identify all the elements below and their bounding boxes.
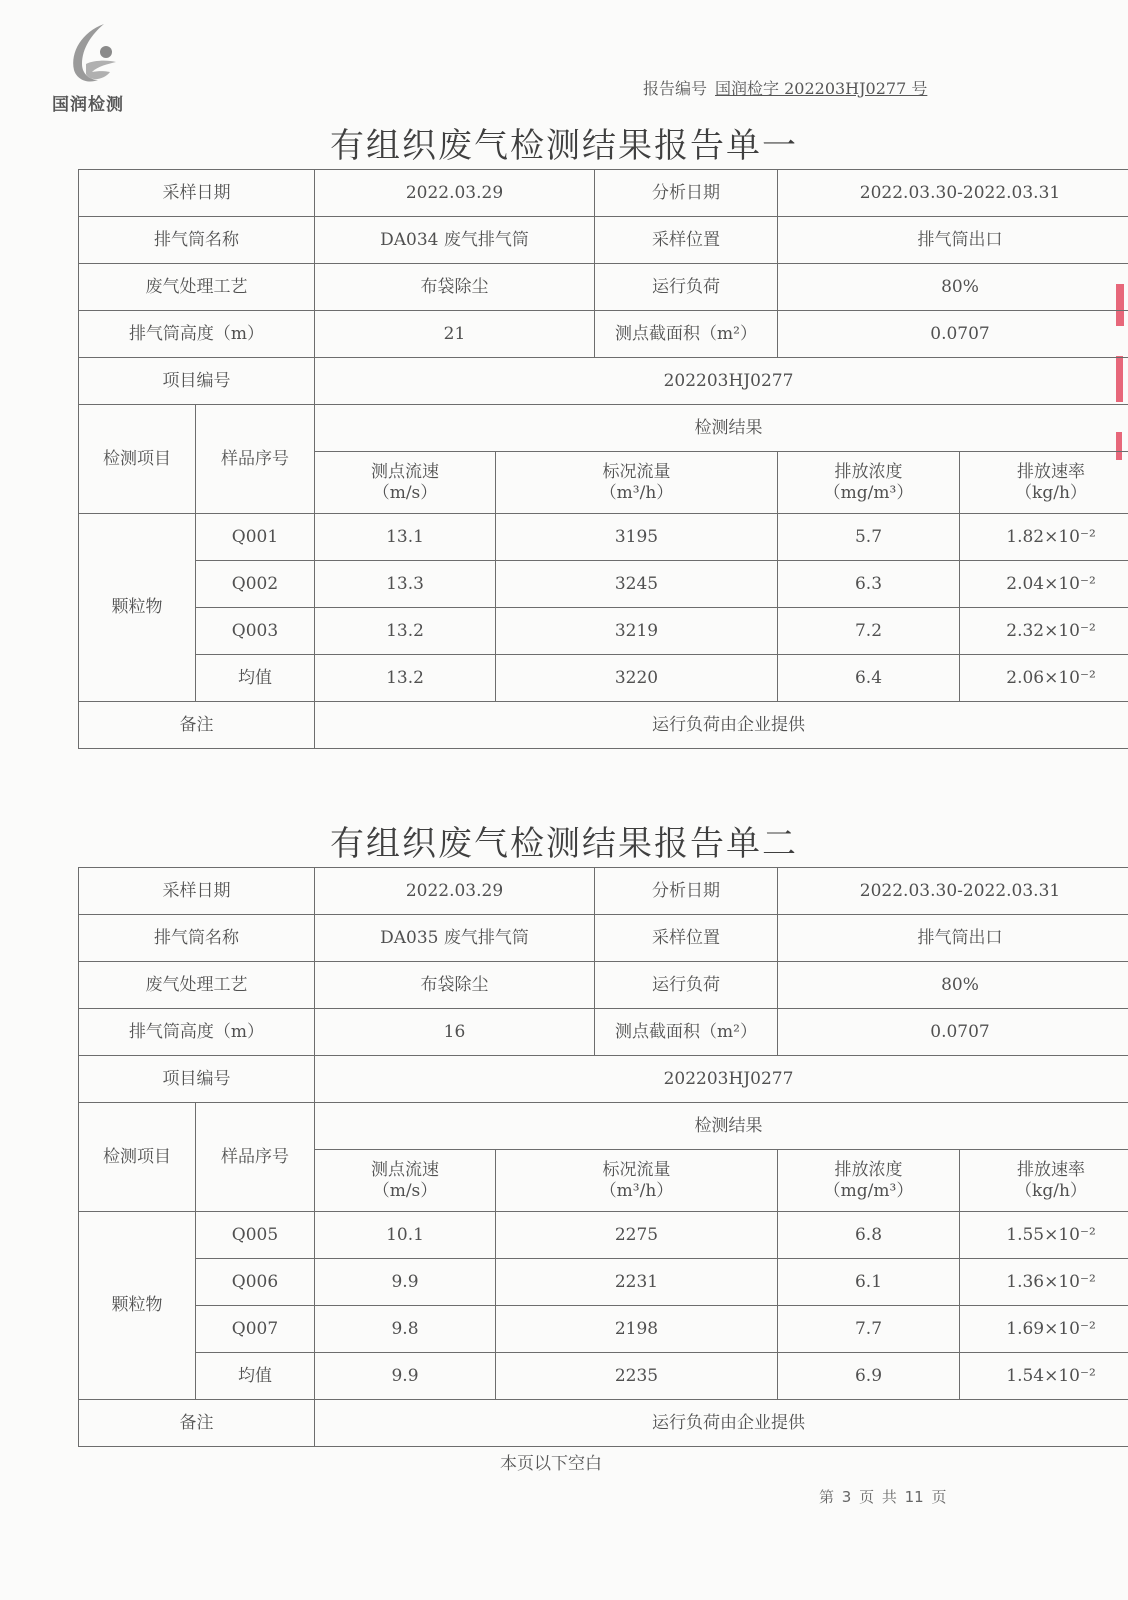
emission-rate: 1.82×10⁻² xyxy=(960,514,1128,561)
table-row xyxy=(79,1400,1128,1447)
sampling-location-label: 采样位置 xyxy=(595,217,778,264)
item-name: 颗粒物 xyxy=(79,514,196,702)
process-label: 废气处理工艺 xyxy=(79,264,315,311)
velocity: 13.2 xyxy=(315,655,496,702)
analysis-date-label: 分析日期 xyxy=(595,868,778,915)
logo-text: 国润检测 xyxy=(52,95,124,115)
load-label: 运行负荷 xyxy=(595,264,778,311)
stack-name: DA034 废气排气筒 xyxy=(315,217,595,264)
table-row xyxy=(79,702,1128,749)
table-row xyxy=(79,962,1128,1009)
concentration: 6.4 xyxy=(778,655,960,702)
table-row xyxy=(79,405,1128,452)
table-row xyxy=(79,217,1128,264)
sample-id: 均值 xyxy=(196,1353,315,1400)
table-row xyxy=(79,1306,1128,1353)
sampling-location: 排气筒出口 xyxy=(778,915,1128,962)
table-row xyxy=(79,1259,1128,1306)
column-unit: （m/s） xyxy=(372,1180,438,1201)
section-area: 0.0707 xyxy=(778,1009,1128,1056)
table-row xyxy=(79,514,1128,561)
table-row xyxy=(79,1056,1128,1103)
process: 布袋除尘 xyxy=(315,264,595,311)
velocity: 13.2 xyxy=(315,608,496,655)
sample-id: Q003 xyxy=(196,608,315,655)
column-unit: （mg/m³） xyxy=(823,482,914,503)
process-label: 废气处理工艺 xyxy=(79,962,315,1009)
velocity-column-header xyxy=(315,1150,496,1212)
stack-name-label: 排气筒名称 xyxy=(79,217,315,264)
sample-id: Q006 xyxy=(196,1259,315,1306)
table-row xyxy=(79,561,1128,608)
flow: 2275 xyxy=(496,1212,778,1259)
table-row xyxy=(79,915,1128,962)
sample-column-header: 样品序号 xyxy=(196,1103,315,1212)
velocity: 10.1 xyxy=(315,1212,496,1259)
sampling-date-label: 采样日期 xyxy=(79,170,315,217)
report-number xyxy=(643,76,927,99)
rate-column-header xyxy=(960,1150,1128,1212)
concentration: 6.8 xyxy=(778,1212,960,1259)
table-row xyxy=(79,1212,1128,1259)
report-title-2: 有组织废气检测结果报告单二 xyxy=(330,824,798,864)
sample-id: Q005 xyxy=(196,1212,315,1259)
sampling-date-label: 采样日期 xyxy=(79,868,315,915)
table-row xyxy=(79,608,1128,655)
column-unit: （m³/h） xyxy=(599,482,674,503)
report-number-label: 报告编号 xyxy=(643,79,708,98)
report-title-1: 有组织废气检测结果报告单一 xyxy=(330,126,798,166)
flow-column-header xyxy=(496,1150,778,1212)
flow: 2231 xyxy=(496,1259,778,1306)
item-column-header: 检测项目 xyxy=(79,1103,196,1212)
column-unit: （m³/h） xyxy=(599,1180,674,1201)
column-unit: （kg/h） xyxy=(1015,1180,1087,1201)
emission-rate: 2.32×10⁻² xyxy=(960,608,1128,655)
analysis-date-label: 分析日期 xyxy=(595,170,778,217)
emission-rate: 1.69×10⁻² xyxy=(960,1306,1128,1353)
column-name: 排放浓度 xyxy=(834,1160,903,1181)
concentration: 6.1 xyxy=(778,1259,960,1306)
load-label: 运行负荷 xyxy=(595,962,778,1009)
concentration: 7.2 xyxy=(778,608,960,655)
remark-label: 备注 xyxy=(79,702,315,749)
sample-id: Q007 xyxy=(196,1306,315,1353)
section-area: 0.0707 xyxy=(778,311,1128,358)
concentration-column-header xyxy=(778,452,960,514)
emission-rate: 1.36×10⁻² xyxy=(960,1259,1128,1306)
remark-label: 备注 xyxy=(79,1400,315,1447)
table-row xyxy=(79,311,1128,358)
column-unit: （m/s） xyxy=(372,482,438,503)
project-no: 202203HJ0277 xyxy=(315,358,1128,405)
column-name: 标况流量 xyxy=(602,1160,671,1181)
results-header: 检测结果 xyxy=(315,1103,1128,1150)
velocity: 9.8 xyxy=(315,1306,496,1353)
column-name: 排放速率 xyxy=(1017,1160,1085,1181)
item-column-header: 检测项目 xyxy=(79,405,196,514)
emission-rate: 1.54×10⁻² xyxy=(960,1353,1128,1400)
load: 80% xyxy=(778,264,1128,311)
emission-rate: 2.06×10⁻² xyxy=(960,655,1128,702)
column-name: 测点流速 xyxy=(371,462,439,483)
project-no: 202203HJ0277 xyxy=(315,1056,1128,1103)
sample-id: 均值 xyxy=(196,655,315,702)
flow: 3245 xyxy=(496,561,778,608)
stack-height: 16 xyxy=(315,1009,595,1056)
table-row xyxy=(79,655,1128,702)
remark: 运行负荷由企业提供 xyxy=(315,702,1128,749)
column-name: 排放速率 xyxy=(1017,462,1085,483)
stack-height-label: 排气筒高度（m） xyxy=(79,1009,315,1056)
item-name: 颗粒物 xyxy=(79,1212,196,1400)
concentration: 6.3 xyxy=(778,561,960,608)
table-row xyxy=(79,1009,1128,1056)
table-row xyxy=(79,1353,1128,1400)
velocity: 13.1 xyxy=(315,514,496,561)
sampling-date: 2022.03.29 xyxy=(315,170,595,217)
remark: 运行负荷由企业提供 xyxy=(315,1400,1128,1447)
table-row xyxy=(79,1103,1128,1150)
sample-column-header: 样品序号 xyxy=(196,405,315,514)
emission-rate: 2.04×10⁻² xyxy=(960,561,1128,608)
column-name: 测点流速 xyxy=(371,1160,439,1181)
flow: 2235 xyxy=(496,1353,778,1400)
logo-mark-icon xyxy=(64,22,124,84)
company-logo xyxy=(50,22,140,114)
stack-height-label: 排气筒高度（m） xyxy=(79,311,315,358)
flow-column-header xyxy=(496,452,778,514)
column-unit: （mg/m³） xyxy=(823,1180,914,1201)
analysis-date: 2022.03.30-2022.03.31 xyxy=(778,868,1128,915)
column-name: 标况流量 xyxy=(602,462,671,483)
table-row xyxy=(79,264,1128,311)
blank-below-note: 本页以下空白 xyxy=(500,1454,602,1474)
stack-name-label: 排气筒名称 xyxy=(79,915,315,962)
project-no-label: 项目编号 xyxy=(79,1056,315,1103)
report-number-value: 国润检字 202203HJ0277 号 xyxy=(715,79,928,98)
sampling-date: 2022.03.29 xyxy=(315,868,595,915)
page-indicator: 第 3 页 共 11 页 xyxy=(819,1488,947,1506)
table-row xyxy=(79,868,1128,915)
report-table-2 xyxy=(78,867,1128,1447)
rate-column-header xyxy=(960,452,1128,514)
sample-id: Q002 xyxy=(196,561,315,608)
stack-name: DA035 废气排气筒 xyxy=(315,915,595,962)
report-table-1 xyxy=(78,169,1128,749)
concentration: 5.7 xyxy=(778,514,960,561)
table-row xyxy=(79,358,1128,405)
stack-height: 21 xyxy=(315,311,595,358)
table-row xyxy=(79,170,1128,217)
velocity: 13.3 xyxy=(315,561,496,608)
process: 布袋除尘 xyxy=(315,962,595,1009)
sampling-location-label: 采样位置 xyxy=(595,915,778,962)
emission-rate: 1.55×10⁻² xyxy=(960,1212,1128,1259)
section-area-label: 测点截面积（m²） xyxy=(595,1009,778,1056)
section-area-label: 测点截面积（m²） xyxy=(595,311,778,358)
flow: 3220 xyxy=(496,655,778,702)
column-unit: （kg/h） xyxy=(1015,482,1087,503)
concentration: 7.7 xyxy=(778,1306,960,1353)
flow: 2198 xyxy=(496,1306,778,1353)
velocity: 9.9 xyxy=(315,1353,496,1400)
flow: 3195 xyxy=(496,514,778,561)
velocity-column-header xyxy=(315,452,496,514)
sample-id: Q001 xyxy=(196,514,315,561)
velocity: 9.9 xyxy=(315,1259,496,1306)
concentration: 6.9 xyxy=(778,1353,960,1400)
concentration-column-header xyxy=(778,1150,960,1212)
load: 80% xyxy=(778,962,1128,1009)
flow: 3219 xyxy=(496,608,778,655)
project-no-label: 项目编号 xyxy=(79,358,315,405)
results-header: 检测结果 xyxy=(315,405,1128,452)
column-name: 排放浓度 xyxy=(834,462,903,483)
analysis-date: 2022.03.30-2022.03.31 xyxy=(778,170,1128,217)
sampling-location: 排气筒出口 xyxy=(778,217,1128,264)
